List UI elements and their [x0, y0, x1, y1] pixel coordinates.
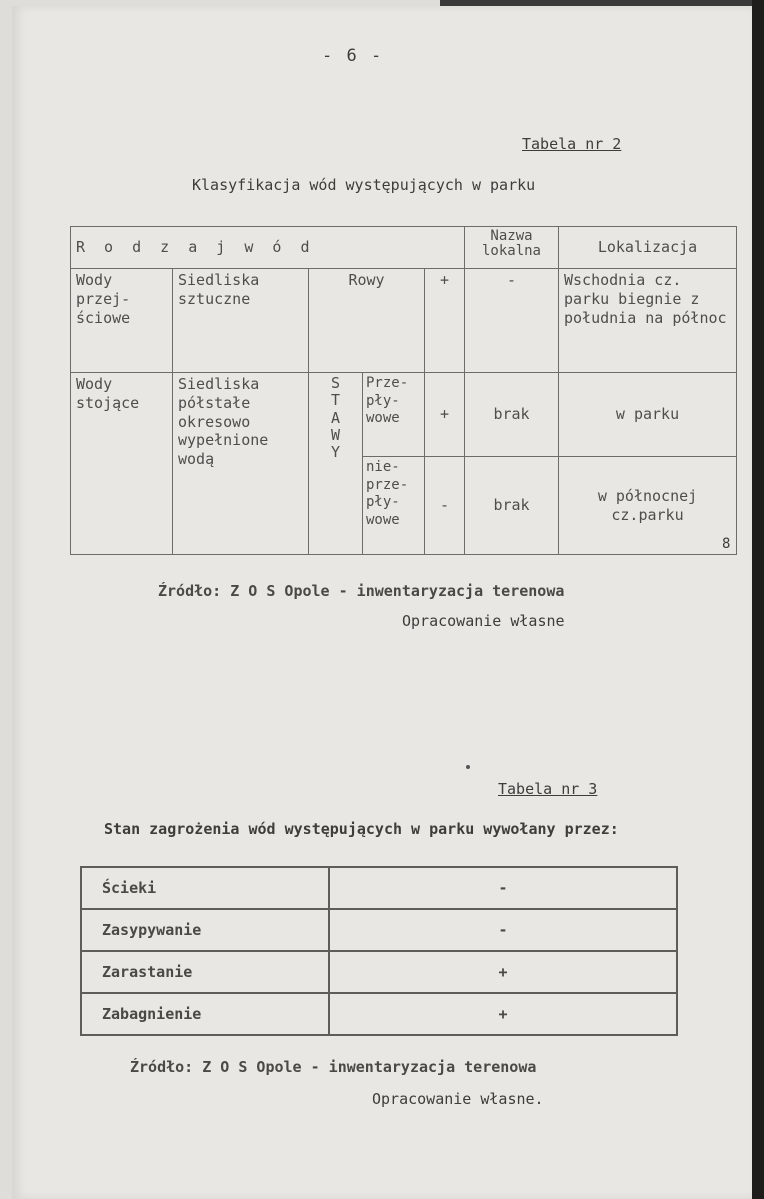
- row2a-kind: Prze-pły-wowe: [363, 373, 425, 457]
- header-local-name: Nazwa lokalna: [465, 227, 559, 269]
- vertical-letter: Y: [330, 443, 341, 461]
- scan-top-edge: [440, 0, 764, 6]
- row2a-location: w parku: [559, 373, 737, 457]
- table1-label: Tabela nr 2: [522, 135, 622, 153]
- row1-local-name: -: [465, 269, 559, 373]
- water-classification-table: [70, 226, 737, 555]
- table-row: [81, 993, 677, 1035]
- table2-caption: Stan zagrożenia wód występujących w parku wywołany przez:: [104, 820, 619, 838]
- vertical-letter: W: [330, 425, 341, 444]
- threat-value: -: [329, 867, 677, 909]
- table2-source: Źródło: Z O S Opole - inwentaryzacja terenowa: [130, 1058, 537, 1076]
- row2-water-type: Wody stojące: [71, 373, 173, 555]
- header-location: Lokalizacja: [559, 227, 737, 269]
- stray-mark: [466, 765, 470, 769]
- row2-vertical-label: [309, 373, 363, 555]
- table2-elaboration: Opracowanie własne.: [372, 1090, 544, 1108]
- table-row: [81, 867, 677, 909]
- row1-mark: +: [425, 269, 465, 373]
- row1-subtype: Rowy: [309, 269, 425, 373]
- table-row: [81, 951, 677, 993]
- row2b-location: w północnej cz.parku: [559, 457, 737, 555]
- page-number: - 6 -: [322, 46, 384, 66]
- threat-value: +: [329, 993, 677, 1035]
- table1-source: Źródło: Z O S Opole - inwentaryzacja terenowa: [158, 582, 565, 600]
- table-row: [81, 909, 677, 951]
- row1-water-type: Wody przej-ściowe: [71, 269, 173, 373]
- threat-name: Zabagnienie: [81, 993, 329, 1035]
- table2-label: Tabela nr 3: [498, 780, 598, 798]
- threats-table: [80, 866, 678, 1036]
- table1-elaboration: Opracowanie własne: [402, 612, 565, 630]
- row2-habitat: Siedliska półstałe okresowo wypełnione wodą: [173, 373, 309, 555]
- threat-value: +: [329, 951, 677, 993]
- threat-value: -: [329, 909, 677, 951]
- threat-name: Zarastanie: [81, 951, 329, 993]
- margin-mark: 8: [722, 536, 731, 552]
- row2a-local-name: brak: [465, 373, 559, 457]
- threat-name: Ścieki: [81, 867, 329, 909]
- vertical-letter: T: [330, 391, 341, 410]
- row1-habitat: Siedliska sztuczne: [173, 269, 309, 373]
- row2b-local-name: brak: [465, 457, 559, 555]
- row2a-mark: +: [425, 373, 465, 457]
- row2b-kind: nie-prze-pły-wowe: [363, 457, 425, 555]
- row1-location: Wschodnia cz. parku biegnie z południa na północ: [559, 269, 737, 373]
- vertical-letter: A: [330, 408, 341, 427]
- vertical-letter: S: [330, 374, 341, 392]
- threat-name: Zasypywanie: [81, 909, 329, 951]
- header-type-of-water: R o d z a j w ó d: [71, 227, 465, 269]
- table1-caption: Klasyfikacja wód występujących w parku: [192, 176, 536, 194]
- row2b-mark: -: [425, 457, 465, 555]
- scan-right-edge: [752, 0, 764, 1199]
